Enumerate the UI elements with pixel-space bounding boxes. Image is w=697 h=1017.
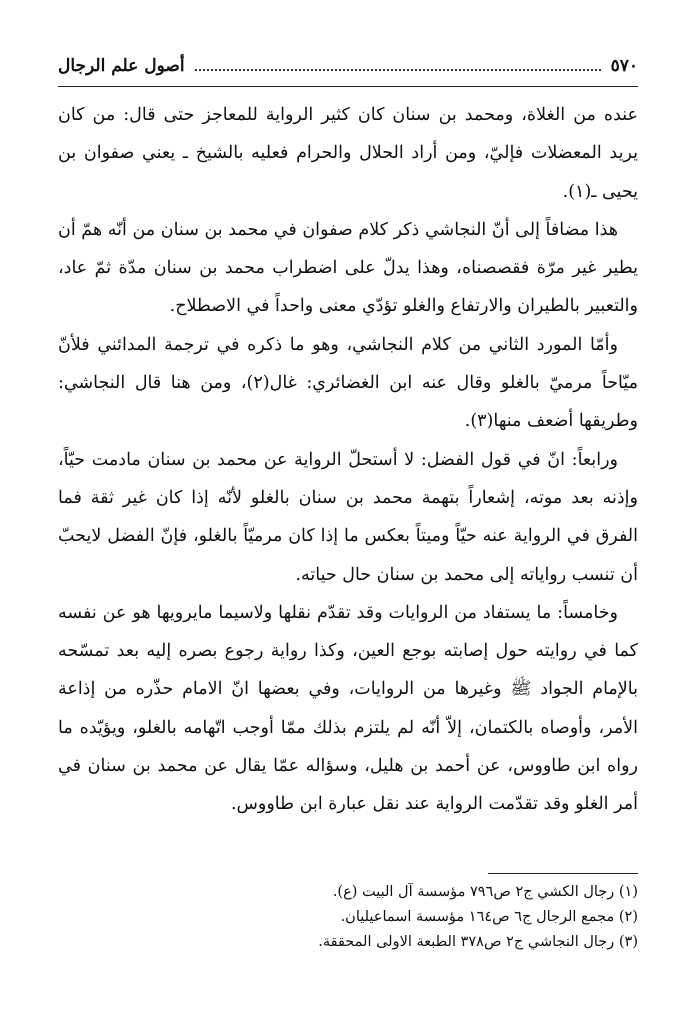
footnote: (٢) مجمع الرجال ج٦ ص١٦٤ مؤسسة اسماعيليان. <box>340 909 638 925</box>
paragraph: وأمّا المورد الثاني من كلام النجاشي، وهو ما ذكره في ترجمة المدائني فلأنّ ميّاحاً مرميّ بالغلو وقال عنه ابن الغضائري: غال(٢)، ومن هنا قال النجاشي: وطريقها أضعف منها(٣). <box>58 334 638 432</box>
header-leader-dots <box>195 69 601 71</box>
body-text <box>58 96 638 824</box>
paragraph: عنده من الغلاة، ومحمد بن سنان كان كثير الرواية للمعاجز حتى قال: من كان يريد المعضلات فإليّ، ومن أراد الحلال والحرام فعليه بالشيخ ـ يعني صفوان بن يحيى ـ(١). <box>58 105 638 202</box>
paragraph: هذا مضافاً إلى أنّ النجاشي ذكر كلام صفوان في محمد بن سنان من أنّه همّ أن يطير غير مرّة فقصصناه، وهذا يدلّ على اضطراب محمد بن سنان مدّة ثمّ عاد، والتعبير بالطيران والارتفاع والغلو تؤدّي معنى واحداً في الاصطلاح. <box>58 219 638 317</box>
paragraph: ورابعاً: انّ في قول الفضل: لا أستحلّ الرواية عن محمد بن سنان مادمت حيّاً، وإذنه بعد موته، إشعاراً بتهمة محمد بن سنان بالغلو لأنّه إذا كان غير ثقة فما الفرق في الرواية عنه حيّاً وميتاً بعكس ما إذا كان مرميّاً بالغلو، فإنّ الفضل لايحبّ أن تنسب رواياته إلى محمد بن سنان حال حياته. <box>58 449 638 585</box>
footnote: (٣) رجال النجاشي ج٢ ص٣٧٨ الطبعة الاولى المحققة. <box>318 934 638 950</box>
header-rule <box>58 86 638 87</box>
page-number: ٥٧٠ <box>610 56 638 76</box>
footnotes <box>58 880 638 955</box>
paragraph: وخامساً: ما يستفاد من الروايات وقد تقدّم نقلها ولاسيما مايرويها هو عن نفسه كما في روايته حول إصابته بوجع العين، وكذا رواية رجوع بصره إليه بعد تمسّحه بالإمام الجواد ﷺ وغيرها من الروايات، وفي بعضها انّ الامام حذّره من إذاعة الأمر، وأوصاه بالكتمان، إلاّ أنّه لم يلتزم بذلك ممّا أوجب اتّهامه بالغلو، ويؤيّده ما رواه ابن طاووس، عن أحمد بن هليل، وسؤاله عمّا يقال عن محمد بن سنان في أمر الغلو وقد تقدّمت الرواية عند نقل عبارة ابن طاووس. <box>58 602 638 815</box>
running-header <box>58 52 638 80</box>
footnote-rule <box>488 873 638 874</box>
footnote: (١) رجال الكشي ج٢ ص٧٩٦ مؤسسة آل البيت (ع). <box>332 884 638 900</box>
book-title: أصول علم الرجال <box>58 56 185 76</box>
document-page <box>58 0 638 1017</box>
